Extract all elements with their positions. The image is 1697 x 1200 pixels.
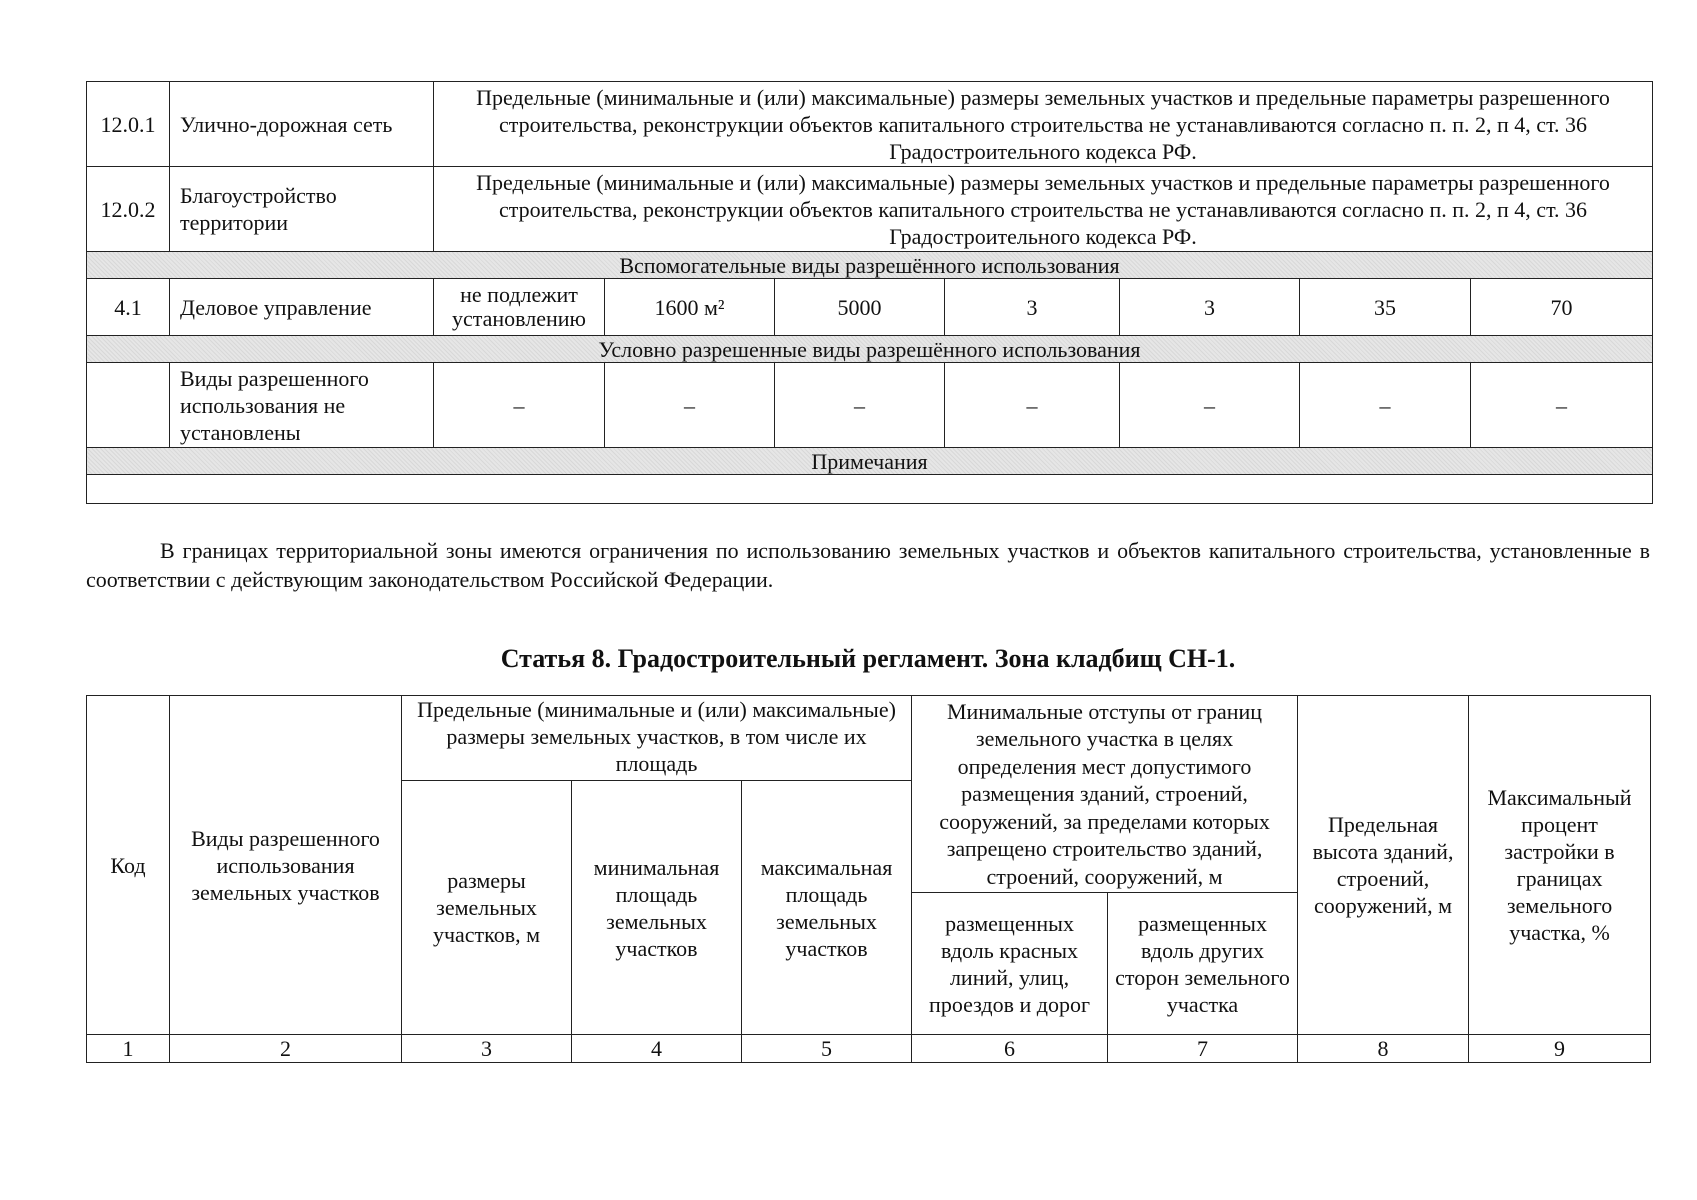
cell-setback-other: 3	[1120, 279, 1300, 336]
section-band	[87, 252, 1653, 279]
row-name: Деловое управление	[170, 279, 434, 336]
column-number: 4	[572, 1035, 742, 1063]
band-notes: Примечания	[87, 448, 1653, 475]
header-max-height: Предельная высота зданий, строений, сооружений, м	[1298, 696, 1469, 1035]
cell-dash: –	[434, 363, 605, 448]
cell-percent: 70	[1471, 279, 1653, 336]
header-code: Код	[87, 696, 170, 1035]
cell-max-area: 5000	[775, 279, 945, 336]
article-title: Статья 8. Градостроительный регламент. Зона кладбищ СН-1.	[500, 644, 1236, 673]
row-name: Благоустройство территории	[170, 167, 434, 252]
column-number: 6	[912, 1035, 1108, 1063]
column-number: 3	[402, 1035, 572, 1063]
header-other-sides: размещенных вдоль других сторон земельного участка	[1108, 893, 1298, 1035]
header-max-percent: Максимальный процент застройки в границах земельного участка, %	[1469, 696, 1651, 1035]
cell-dash: –	[945, 363, 1120, 448]
row-name: Виды разрешенного использования не установлены	[170, 363, 434, 448]
column-number: 2	[170, 1035, 402, 1063]
cell-height: 35	[1300, 279, 1471, 336]
row-code	[87, 363, 170, 448]
header-setbacks-group: Минимальные отступы от границ земельного участка в целях определения мест допустимого размещения зданий, строений, сооружений, за пределами которых запрещено строительство зданий, строений, сооружений, м	[912, 696, 1298, 893]
section-band	[87, 448, 1653, 475]
cell-dash: –	[1300, 363, 1471, 448]
column-number: 5	[742, 1035, 912, 1063]
header-min-area: минимальная площадь земельных участков	[572, 781, 742, 1035]
row-code: 12.0.2	[87, 167, 170, 252]
row-code: 12.0.1	[87, 82, 170, 167]
table-row	[87, 82, 1653, 167]
cell-setback-red: 3	[945, 279, 1120, 336]
column-number: 7	[1108, 1035, 1298, 1063]
row-name: Улично-дорожная сеть	[170, 82, 434, 167]
cell-dash: –	[605, 363, 775, 448]
row-code: 4.1	[87, 279, 170, 336]
table-row	[87, 279, 1653, 336]
table-row	[87, 363, 1653, 448]
header-sizes-group: Предельные (минимальные и (или) максимальные) размеры земельных участков, в том числе их площадь	[402, 696, 912, 781]
column-number: 9	[1469, 1035, 1651, 1063]
cell-dash: –	[1471, 363, 1653, 448]
header-use-types: Виды разрешенного использования земельных участков	[170, 696, 402, 1035]
band-conditional-uses: Условно разрешенные виды разрешённого использования	[87, 336, 1653, 363]
column-number: 1	[87, 1035, 170, 1063]
zone-parameters-table	[86, 81, 1653, 504]
header-plot-sizes: размеры земельных участков, м	[402, 781, 572, 1035]
row-text: Предельные (минимальные и (или) максимальные) размеры земельных участков и предельные параметры разрешенного строительства, реконструкции объектов капитального строительства не устанавливаются согласно п. п. 2, п 4, ст. 36 Градостроительного кодекса РФ.	[434, 82, 1653, 167]
column-number: 8	[1298, 1035, 1469, 1063]
table-row	[87, 167, 1653, 252]
band-auxiliary-uses: Вспомогательные виды разрешённого использования	[87, 252, 1653, 279]
column-numbers-row	[87, 1035, 1651, 1063]
cell-min-area: 1600 м²	[605, 279, 775, 336]
header-max-area: максимальная площадь земельных участков	[742, 781, 912, 1035]
notes-cell	[87, 475, 1653, 504]
notes-row	[87, 475, 1653, 504]
section-band	[87, 336, 1653, 363]
cell-sizes: не подлежит установлению	[434, 279, 605, 336]
cell-dash: –	[775, 363, 945, 448]
row-text: Предельные (минимальные и (или) максимальные) размеры земельных участков и предельные параметры разрешенного строительства, реконструкции объектов капитального строительства не устанавливаются согласно п. п. 2, п 4, ст. 36 Градостроительного кодекса РФ.	[434, 167, 1653, 252]
cell-dash: –	[1120, 363, 1300, 448]
regulation-header-table	[86, 695, 1651, 1063]
restrictions-paragraph: В границах территориальной зоны имеются ограничения по использованию земельных участков и объектов капитального строительства, установленные в соответствии с действующим законодательством Российской Федерации.	[86, 538, 1650, 592]
header-red-lines: размещенных вдоль красных линий, улиц, проездов и дорог	[912, 893, 1108, 1035]
